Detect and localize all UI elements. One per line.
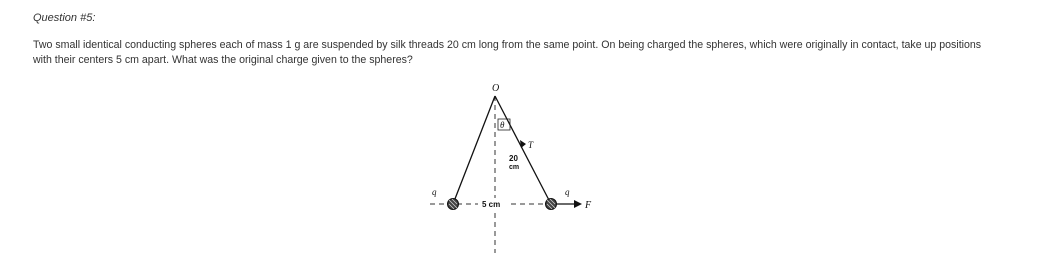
pendulum-figure	[420, 78, 610, 258]
angle-label: θ	[500, 120, 505, 130]
tension-arrow	[520, 140, 526, 148]
force-arrow-head	[574, 200, 582, 208]
right-charge-label: q	[565, 187, 570, 197]
force-label: F	[585, 200, 592, 211]
pendulum-diagram	[420, 78, 610, 258]
pivot-label: O	[492, 83, 500, 94]
tension-label: T	[528, 140, 534, 150]
separation-label: 5 cm	[482, 200, 501, 209]
left-charge-label: q	[432, 187, 437, 197]
length-unit-label: cm	[509, 164, 520, 171]
question-text: Two small identical conducting spheres each of mass 1 g are suspended by silk threads 20 cm long from the same point. On being charged the spheres, which were originally in contact, take up positions with their centers 5 cm apart. What was the original charge given to the spheres?	[33, 39, 982, 66]
question-heading: Question #5:	[33, 12, 96, 24]
right-thread	[495, 96, 551, 204]
right-sphere	[546, 199, 557, 210]
length-value-label: 20	[509, 154, 518, 163]
left-sphere	[448, 199, 459, 210]
left-thread	[453, 96, 495, 204]
